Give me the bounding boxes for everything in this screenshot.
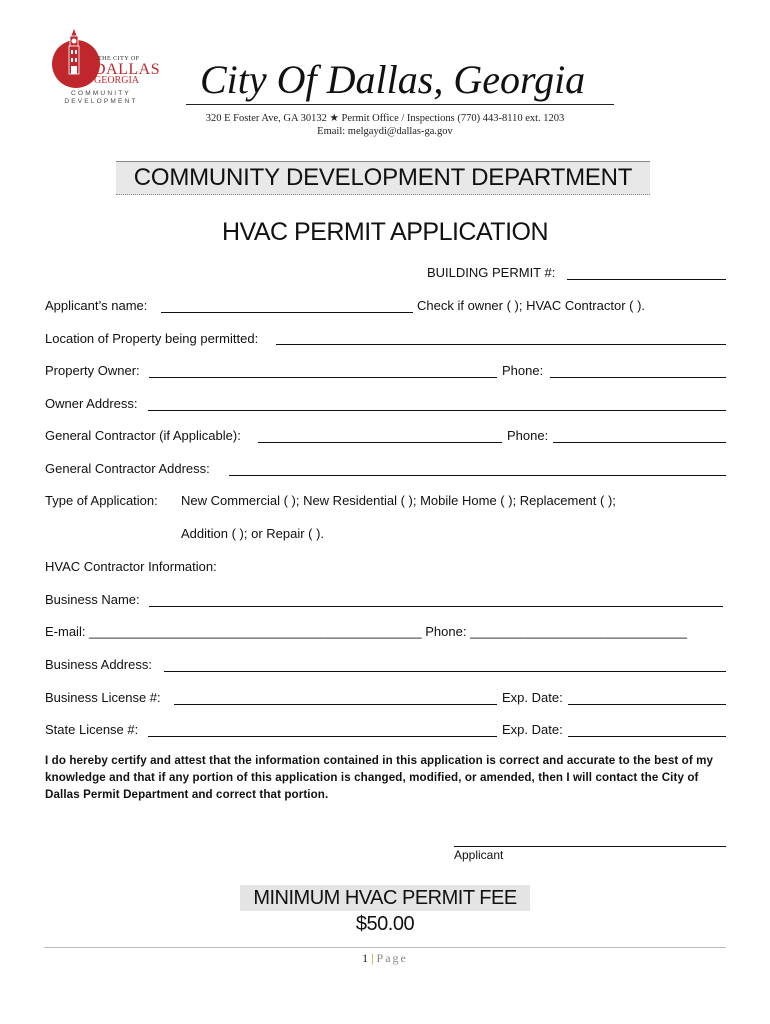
department-banner: COMMUNITY DEVELOPMENT DEPARTMENT: [116, 161, 650, 195]
page-title: City Of Dallas, Georgia: [200, 57, 586, 102]
general-contractor-field[interactable]: [258, 442, 502, 443]
gc-address-field[interactable]: [229, 475, 726, 476]
certification-statement: I do hereby certify and attest that the information contained in this application is correct and accurate to the best of my knowledge and that if any portion of this application is changed, modified, or amended, then I will contact the City of Dallas Permit Department and correct that portion.: [45, 754, 714, 801]
hvac-contractor-heading: HVAC Contractor Information:: [45, 559, 217, 574]
business-license-label: Business License #:: [45, 690, 161, 705]
state-license-label: State License #:: [45, 722, 139, 737]
minimum-fee-banner: MINIMUM HVAC PERMIT FEE $50.00: [240, 885, 530, 911]
owner-phone-label: Phone:: [502, 363, 544, 378]
footer-separator: |: [371, 951, 374, 965]
business-name-field[interactable]: [149, 606, 723, 607]
gc-phone-label: Phone:: [507, 428, 549, 443]
business-address-field[interactable]: [164, 671, 726, 672]
building-permit-label: BUILDING PERMIT #:: [427, 265, 556, 280]
general-contractor-label: General Contractor (if Applicable):: [45, 428, 241, 443]
applicant-name-field[interactable]: [161, 312, 413, 313]
logo-text-the-city-of: THE CITY OF: [98, 56, 140, 62]
property-owner-label: Property Owner:: [45, 363, 140, 378]
business-license-exp-field[interactable]: [568, 704, 726, 705]
property-owner-field[interactable]: [149, 377, 497, 378]
location-field[interactable]: [276, 344, 726, 345]
page-word: Page: [376, 951, 408, 965]
gc-address-label: General Contractor Address:: [45, 461, 210, 476]
building-permit-field[interactable]: [567, 279, 726, 280]
owner-address-label: Owner Address:: [45, 396, 138, 411]
logo-text-georgia: GEORGIA: [94, 75, 139, 86]
email-phone-row[interactable]: E-mail: ______________________________________________ Phone: ______________________________: [45, 624, 687, 639]
owner-phone-field[interactable]: [550, 377, 726, 378]
location-label: Location of Property being permitted:: [45, 331, 259, 346]
business-name-label: Business Name:: [45, 592, 140, 607]
applicant-name-label: Applicant’s name:: [45, 298, 148, 313]
address-line: 320 E Foster Ave, GA 30132 ★ Permit Office / Inspections (770) 443-8110 ext. 1203: [205, 113, 565, 124]
state-license-exp-label: Exp. Date:: [502, 722, 563, 737]
form-title: HVAC PERMIT APPLICATION: [221, 218, 549, 246]
business-license-field[interactable]: [174, 704, 497, 705]
applicant-signature-label: Applicant: [454, 848, 504, 862]
page-footer: [0, 951, 770, 966]
header-address-block: [150, 112, 620, 138]
page-number: 1: [362, 951, 369, 965]
applicant-signature-field[interactable]: [454, 846, 726, 847]
clock-tower-icon: [64, 28, 84, 88]
owner-address-field[interactable]: [148, 410, 726, 411]
logo-text-dallas: DALLAS: [94, 61, 161, 78]
state-license-exp-field[interactable]: [568, 736, 726, 737]
type-of-application-options[interactable]: New Commercial ( ); New Residential ( ); Mobile Home ( ); Replacement ( );: [181, 493, 616, 508]
gc-phone-field[interactable]: [553, 442, 726, 443]
logo-text-community-development: COMMUNITY DEVELOPMENT: [64, 90, 138, 105]
type-of-application-label: Type of Application:: [45, 493, 158, 508]
city-logo: [48, 28, 161, 106]
type-of-application-options-2[interactable]: Addition ( ); or Repair ( ).: [181, 526, 325, 541]
business-address-label: Business Address:: [45, 657, 152, 672]
business-license-exp-label: Exp. Date:: [502, 690, 563, 705]
title-divider: [186, 104, 614, 105]
state-license-field[interactable]: [148, 736, 497, 737]
footer-divider: [44, 947, 726, 948]
owner-check-label[interactable]: Check if owner ( ); HVAC Contractor ( ).: [417, 298, 646, 313]
email-line: Email: melgaydi@dallas-ga.gov: [317, 126, 453, 137]
